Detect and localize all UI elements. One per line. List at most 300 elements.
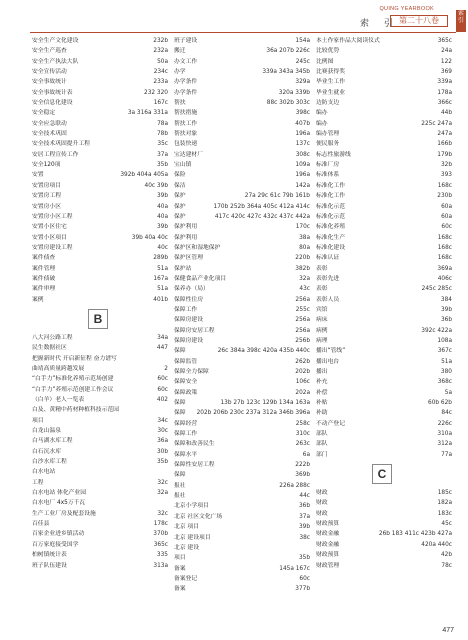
index-entry — [174, 512, 310, 522]
index-entry — [174, 326, 310, 336]
entry-term: “白手力”养殖示范创建工作会议 — [32, 386, 114, 393]
entry-term: 包装快递 — [174, 141, 198, 148]
index-entry — [174, 160, 310, 170]
entry-term: 病床 — [316, 317, 328, 324]
index-entry — [32, 191, 168, 201]
entry-term: 班子队伍建设 — [32, 562, 67, 569]
entry-term: 保障和改善民生 — [174, 441, 215, 448]
index-entry — [316, 498, 452, 508]
entry-pages: 247a — [437, 131, 452, 138]
entry-term: 白龙山温泉 — [32, 428, 61, 435]
entry-term: 病理 — [316, 337, 328, 344]
index-entry — [32, 170, 168, 180]
entry-pages: 256a — [295, 296, 310, 303]
entry-pages: 310c — [295, 431, 310, 438]
entry-pages: 60c — [441, 224, 452, 231]
index-entry — [174, 522, 310, 532]
entry-term: 安置房小区 — [32, 203, 61, 210]
entry-pages: 77a — [441, 451, 452, 458]
index-entry — [32, 46, 168, 56]
entry-term: 办学条件 — [174, 89, 198, 96]
index-entry — [316, 439, 452, 449]
entry-term: 部门 — [316, 451, 328, 458]
entry-pages: 88c 302b 303c — [266, 100, 310, 107]
entry-pages: 402 — [156, 397, 168, 403]
entry-term: 报社 — [174, 493, 186, 500]
entry-term: 编办管理 — [316, 131, 340, 138]
entry-pages: 60c — [157, 386, 168, 393]
index-entry — [174, 377, 310, 387]
entry-term: 办文工作 — [174, 58, 198, 65]
index-entry — [32, 529, 168, 539]
entry-pages: 137c — [295, 141, 310, 148]
index-entry — [174, 264, 310, 274]
index-entry — [316, 222, 452, 232]
index-entry — [316, 550, 452, 560]
entry-pages: 401b — [153, 296, 168, 303]
entry-pages: 26b 183 411c 423b 427a — [378, 531, 452, 538]
index-entry — [316, 243, 452, 253]
index-entry — [316, 98, 452, 108]
index-entry — [32, 274, 168, 284]
entry-term: 宾馆 — [316, 306, 328, 313]
entry-term: 备案 — [174, 565, 186, 572]
entry-term: 报社 — [174, 482, 186, 489]
entry-term: 保护利用 — [174, 224, 198, 231]
entry-term: 标准化养殖 — [316, 224, 345, 231]
index-entry — [32, 416, 168, 426]
entry-term: 标准认证 — [316, 255, 340, 262]
entry-term: 保护 — [174, 213, 186, 220]
page-header — [0, 0, 468, 34]
yearbook-label: QUING YEARBOOK — [379, 6, 434, 12]
entry-pages: 407b — [295, 120, 310, 127]
entry-term: 办学 — [174, 69, 186, 76]
index-entry — [32, 478, 168, 488]
entry-term: 标准化工作 — [316, 182, 345, 189]
entry-pages: 230b — [437, 193, 452, 200]
index-entry — [32, 405, 168, 415]
index-entry — [174, 336, 310, 346]
entry-pages: 78c — [441, 562, 452, 569]
index-entry — [316, 398, 452, 408]
entry-pages: 310a — [437, 431, 452, 438]
index-entry — [174, 419, 310, 429]
index-entry — [174, 305, 310, 315]
index-entry — [316, 202, 452, 212]
entry-term: 宝达建材厂 — [174, 151, 203, 158]
entry-pages: 78b — [156, 131, 168, 138]
entry-term: 表彰 — [316, 265, 328, 272]
index-entry — [174, 129, 310, 139]
entry-term: 补充 — [316, 379, 328, 386]
entry-term: 曲靖高质量跨越发展 — [32, 365, 85, 372]
entry-pages: 398c — [295, 110, 310, 117]
entry-pages: 262b — [295, 358, 310, 365]
entry-term: 安全应急联动 — [32, 120, 67, 127]
entry-term: 柏树镇统计表 — [32, 552, 67, 559]
index-entry — [32, 561, 168, 571]
index-entry — [316, 46, 452, 56]
entry-pages: 234c — [153, 69, 168, 76]
index-entry — [174, 398, 310, 408]
entry-term: 备案登记 — [174, 575, 198, 582]
index-entry — [316, 170, 452, 180]
entry-term: 百家企业进乡镇活动 — [32, 531, 85, 538]
index-entry — [174, 367, 310, 377]
entry-term: 安全事故统计表 — [32, 89, 73, 96]
index-column-2 — [174, 36, 310, 595]
entry-pages: 339a 343a 345b — [262, 69, 310, 76]
entry-term: 宝山镇 — [174, 162, 192, 169]
index-entry — [316, 529, 452, 539]
entry-pages: 202a — [295, 389, 310, 396]
index-entry — [174, 388, 310, 398]
entry-pages: 256a — [295, 327, 310, 334]
index-entry — [316, 108, 452, 118]
entry-pages: 417c 420c 427c 432c 437c 442a — [214, 213, 310, 220]
entry-term: 安置房项目 — [32, 182, 61, 189]
entry-pages: 37a — [299, 513, 310, 520]
index-entry — [316, 253, 452, 263]
index-entry — [316, 233, 452, 243]
entry-term: 保障全力保障 — [174, 369, 209, 375]
entry-pages: 2 — [164, 365, 168, 372]
entry-term: 安置房建设工程 — [32, 244, 73, 251]
entry-pages: 392c 422a — [421, 327, 452, 334]
index-entry — [316, 408, 452, 418]
entry-term: 安居工程宣传工作 — [32, 151, 79, 158]
entry-term: 播出电台 — [316, 358, 340, 365]
entry-term: 北京 建设 — [174, 544, 200, 551]
volume-label: 第二十八卷 — [390, 15, 448, 27]
index-entry — [32, 119, 168, 129]
entry-term: 编办 — [316, 120, 328, 127]
index-entry — [32, 467, 168, 477]
entry-term: 案件审理 — [32, 286, 56, 293]
index-column-3 — [316, 36, 452, 571]
entry-pages: 26c 384a 398c 420a 435b 440c — [217, 348, 310, 355]
entry-pages: 384 — [440, 296, 452, 303]
entry-pages: 154a — [295, 38, 310, 44]
index-entry — [316, 346, 452, 356]
index-entry — [174, 181, 310, 191]
entry-pages: 226c — [437, 420, 452, 427]
entry-pages: 365c — [153, 541, 168, 548]
entry-term: 安置小区项目 — [32, 234, 67, 241]
index-entry — [316, 315, 452, 325]
index-entry — [174, 295, 310, 305]
index-entry — [174, 470, 310, 480]
entry-pages: 232a — [153, 48, 168, 55]
index-entry — [32, 426, 168, 436]
index-entry — [174, 233, 310, 243]
index-entry — [32, 354, 168, 364]
entry-pages: 40c 39b — [144, 182, 168, 189]
entry-pages: 32a — [299, 275, 310, 282]
entry-term: 保障 — [174, 472, 186, 479]
entry-term: 案件管理 — [32, 265, 56, 272]
entry-pages: 196a — [295, 131, 310, 138]
entry-pages: 43c — [299, 286, 310, 293]
entry-term: 案件侦破 — [32, 275, 56, 282]
entry-term: 安全信息化建设 — [32, 100, 73, 107]
entry-term: 八大河公路工程 — [32, 334, 73, 341]
index-entry — [32, 139, 168, 149]
index-entry — [316, 274, 452, 284]
entry-pages: 36a 207b 226c — [266, 48, 310, 55]
entry-term: 保障性住房 — [174, 296, 203, 303]
index-entry — [174, 450, 310, 460]
entry-term: 白及、黄精中药材种植科技示范园 — [32, 407, 119, 414]
entry-pages: 447 — [156, 345, 168, 352]
index-entry — [316, 150, 452, 160]
index-entry — [32, 374, 168, 384]
index-entry — [32, 509, 168, 519]
index-title: 索 引 — [360, 19, 399, 29]
index-entry — [32, 243, 168, 253]
entry-term: 班子建设 — [174, 38, 198, 44]
index-entry — [316, 67, 452, 77]
entry-pages: 312a — [437, 441, 452, 448]
entry-term: 百佳县 — [32, 521, 50, 528]
entry-pages: 122 — [440, 58, 452, 65]
index-entry — [316, 519, 452, 529]
index-entry — [32, 436, 168, 446]
entry-pages: 202b 206b 230c 237a 312a 346b 396a — [196, 410, 310, 417]
entry-term: 保障政策 — [174, 389, 198, 396]
entry-term: 保障性安居工程 — [174, 462, 215, 469]
index-entry — [316, 429, 452, 439]
entry-pages: 24a — [441, 48, 452, 55]
entry-pages: 38c — [299, 534, 310, 541]
entry-pages: 109a — [295, 162, 310, 169]
index-entry — [174, 501, 310, 511]
entry-pages: 27a 29c 61c 79b 161b — [244, 193, 310, 200]
entry-term: 部队 — [316, 431, 328, 438]
index-entry — [32, 295, 168, 305]
entry-term: 百万家庭接受国学 — [32, 541, 79, 548]
entry-term: 财政预算 — [316, 552, 340, 559]
entry-term: 备案 — [174, 586, 186, 593]
index-entry — [32, 457, 168, 467]
index-entry — [174, 429, 310, 439]
entry-term: 保护 — [174, 203, 186, 210]
entry-term: 安全宣传活动 — [32, 69, 67, 76]
entry-pages: 142a — [295, 182, 310, 189]
entry-pages: 329a — [295, 79, 310, 86]
index-entry — [32, 88, 168, 98]
entry-term: 白水电站 — [32, 469, 56, 476]
entry-term: 保洁 — [174, 182, 186, 189]
entry-pages: 38a — [299, 234, 310, 241]
page-number: 477 — [442, 627, 454, 634]
index-entry — [174, 36, 310, 46]
entry-term: 保养办（局） — [174, 286, 209, 293]
index-entry — [32, 77, 168, 87]
index-entry — [32, 519, 168, 529]
entry-pages: 335 — [156, 552, 168, 559]
entry-pages: 60c — [157, 376, 168, 383]
entry-pages: 232b — [153, 38, 168, 44]
entry-term: 帮扶工作 — [174, 120, 198, 127]
index-entry — [316, 212, 452, 222]
entry-term: 安全事故统计 — [32, 79, 67, 86]
index-entry — [174, 212, 310, 222]
index-entry — [174, 46, 310, 56]
entry-pages: 196a — [295, 172, 310, 179]
index-columns — [32, 36, 452, 621]
entry-term: 民生数据社区 — [32, 345, 67, 352]
entry-term: 帮扶对象 — [174, 131, 198, 138]
index-entry — [174, 108, 310, 118]
index-entry — [32, 343, 168, 353]
entry-pages: 339a — [437, 79, 452, 86]
entry-term: 补贴 — [316, 400, 328, 407]
entry-pages: 39b — [156, 224, 168, 231]
entry-pages: 60c — [299, 575, 310, 582]
entry-term: 财政 — [316, 500, 328, 507]
entry-pages: 3a 316a 331a — [127, 110, 168, 117]
index-entry — [32, 160, 168, 170]
index-entry — [32, 540, 168, 550]
index-entry — [32, 222, 168, 232]
entry-term: 帮扶措施 — [174, 110, 198, 117]
entry-term: 标准体系 — [316, 172, 340, 179]
entry-term: 安全稳定 — [32, 110, 56, 117]
entry-pages: 35c — [157, 141, 168, 148]
section-letter: C — [372, 464, 392, 484]
entry-term: 安全生产文化建设 — [32, 38, 79, 44]
entry-term: 安全生产巡查 — [32, 48, 67, 55]
entry-term: 标准化示范 — [316, 203, 345, 210]
index-entry — [32, 488, 168, 498]
index-entry — [316, 450, 452, 460]
entry-pages: 369a — [437, 265, 452, 272]
entry-pages: 226a 288c — [279, 482, 310, 489]
index-entry — [174, 408, 310, 418]
entry-term: 保护站 — [174, 265, 192, 272]
index-entry — [174, 315, 310, 325]
index-entry — [32, 98, 168, 108]
entry-term: 本土作家作品大阅读仪式 — [316, 38, 380, 44]
entry-pages: 39b — [440, 306, 452, 313]
entry-pages: 258c — [295, 420, 310, 427]
entry-term: 安全120项 — [32, 162, 61, 169]
index-entry — [316, 129, 452, 139]
entry-pages: 36b — [298, 503, 310, 510]
entry-term: 保护区管理 — [174, 255, 203, 262]
index-entry — [174, 439, 310, 449]
entry-pages: 370b — [153, 531, 168, 538]
entry-pages: 178c — [153, 521, 168, 528]
section-letter-box — [32, 305, 168, 333]
index-entry — [316, 561, 452, 571]
index-entry — [316, 388, 452, 398]
entry-term: 保障房建设 — [174, 337, 203, 344]
index-entry — [32, 264, 168, 274]
index-entry — [316, 336, 452, 346]
entry-term: 标准化生产 — [316, 234, 345, 241]
index-entry — [32, 181, 168, 191]
index-entry — [316, 488, 452, 498]
entry-pages: 45c — [441, 521, 452, 528]
entry-term: 帮扶 — [174, 100, 186, 107]
index-entry — [174, 222, 310, 232]
entry-pages: 170c — [295, 224, 310, 231]
entry-pages: 39b — [156, 193, 168, 200]
entry-pages: 78a — [157, 120, 168, 127]
entry-pages: 60a — [441, 213, 452, 220]
entry-pages: 368c — [437, 379, 452, 386]
entry-term: 保障房建设 — [174, 317, 203, 324]
entry-term: （白羊）老人一览表 — [32, 397, 85, 403]
entry-pages: 232 320 — [144, 89, 168, 96]
entry-term: 表彰人员 — [316, 296, 340, 303]
entry-term: 案例 — [32, 296, 44, 303]
entry-term: 标准化示范 — [316, 213, 345, 220]
index-entry — [32, 108, 168, 118]
entry-term: 毕业生就业 — [316, 89, 345, 96]
entry-term: 白石沉水库 — [32, 448, 61, 455]
entry-term: 边防支边 — [316, 100, 340, 107]
entry-term: 安置房工程 — [32, 193, 61, 200]
entry-term: 播出 — [316, 369, 328, 375]
entry-term: 财政金融 — [316, 541, 340, 548]
entry-pages: 80a — [299, 244, 310, 251]
entry-term: 财政管理 — [316, 562, 340, 569]
index-entry — [32, 36, 168, 46]
index-entry — [174, 460, 310, 470]
index-entry — [32, 57, 168, 67]
section-letter: B — [88, 309, 108, 329]
index-entry — [316, 305, 452, 315]
entry-pages: 168c — [437, 255, 452, 262]
entry-pages: 380 — [440, 369, 452, 375]
entry-pages: 367c — [437, 348, 452, 355]
entry-term: 保护区和湿地保护 — [174, 244, 221, 251]
entry-pages: 256a — [295, 317, 310, 324]
entry-term: 标志性旅游线 — [316, 151, 351, 158]
entry-term: 安置房小区工程 — [32, 213, 73, 220]
index-entry — [316, 57, 452, 67]
index-entry — [174, 553, 310, 563]
entry-pages: 44c — [299, 493, 310, 500]
index-entry — [316, 264, 452, 274]
entry-pages: 32a — [157, 490, 168, 497]
entry-term: “白手力”标准化养殖示范场创建 — [32, 376, 114, 383]
entry-pages: 256b — [295, 337, 310, 344]
entry-pages: 6a — [302, 451, 310, 458]
entry-pages: 40a — [157, 213, 168, 220]
entry-pages: 245c — [295, 58, 310, 65]
index-entry — [174, 274, 310, 284]
index-entry — [32, 253, 168, 263]
index-entry — [32, 550, 168, 560]
entry-pages: 366c — [437, 100, 452, 107]
entry-pages: 106c — [295, 379, 310, 386]
index-entry — [174, 191, 310, 201]
entry-pages: 36a — [157, 438, 168, 445]
index-entry — [174, 533, 310, 543]
entry-term: 工程 — [32, 479, 44, 486]
index-entry — [174, 584, 310, 594]
entry-pages: 255c — [295, 306, 310, 313]
entry-pages: 369 — [440, 69, 452, 76]
entry-term: 保护利用 — [174, 234, 198, 241]
index-entry — [316, 160, 452, 170]
entry-term: 补助 — [316, 410, 328, 417]
